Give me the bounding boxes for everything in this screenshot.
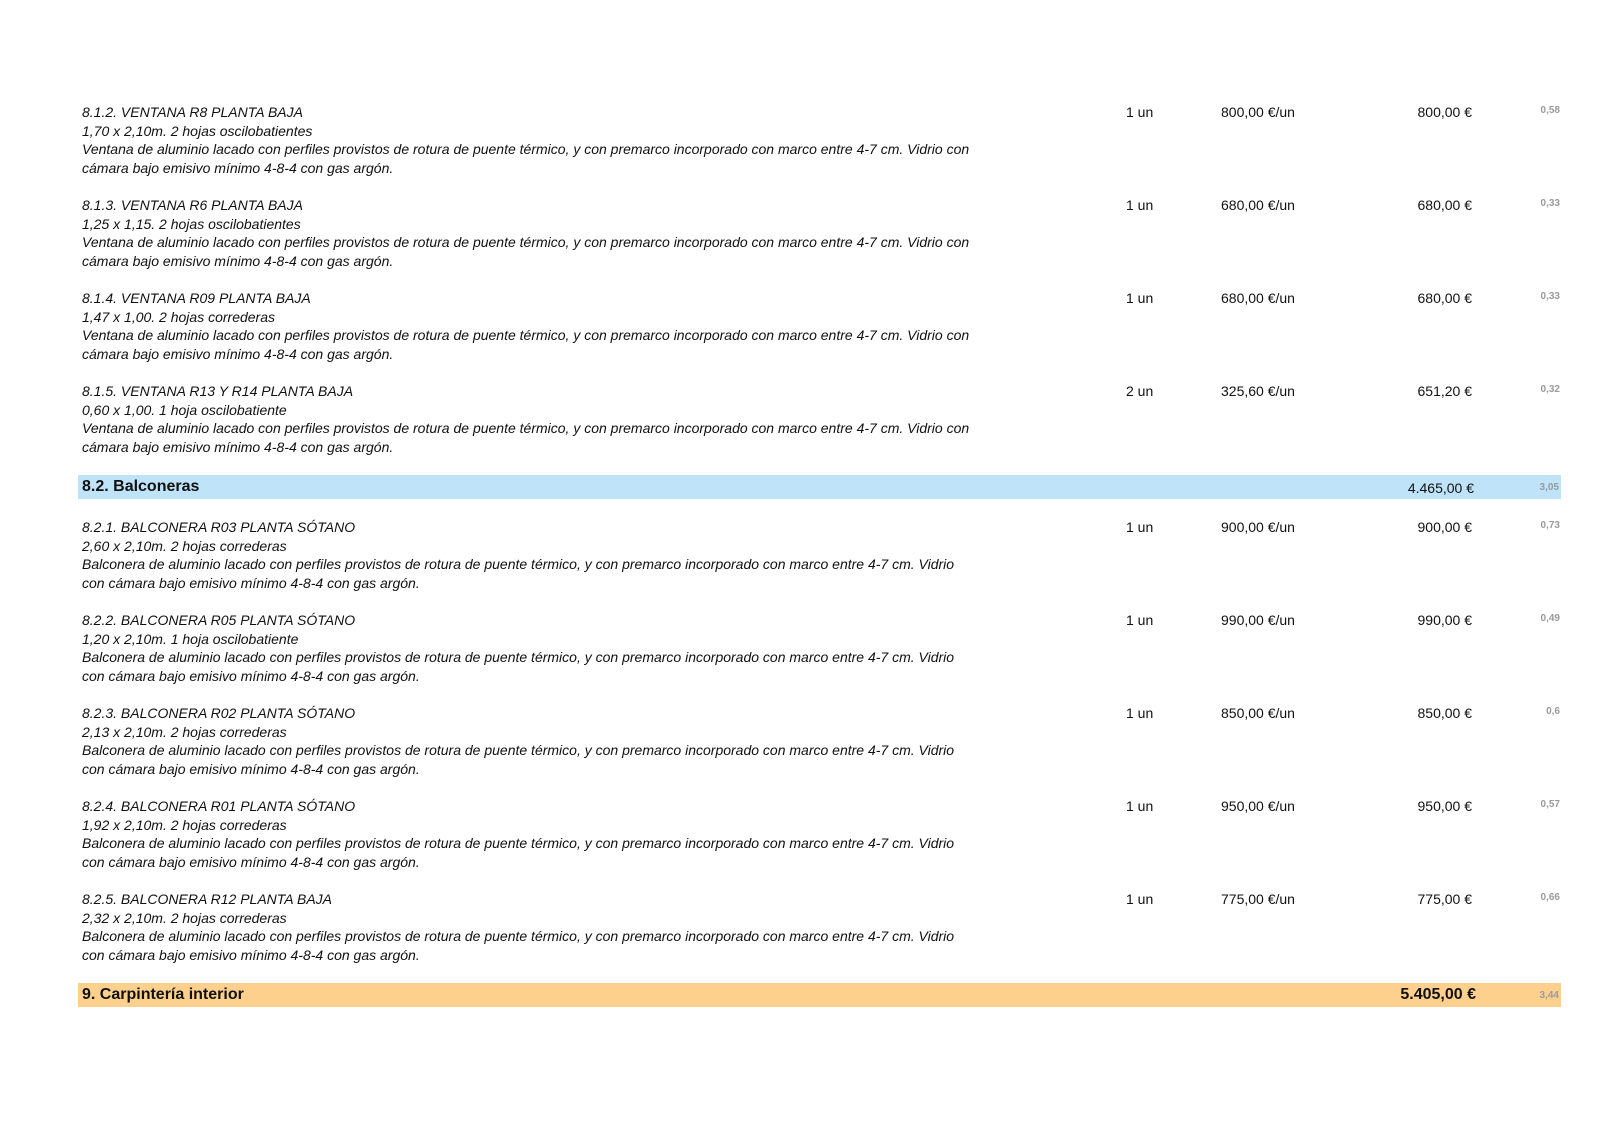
item-unit-price: 900,00 €/un [1221,519,1295,535]
item-code: 8.2.5. BALCONERA R12 PLANTA BAJA [82,891,333,907]
item-quantity: 1 un [1126,519,1154,535]
item-desc-line: cámara bajo emisivo mínimo 4-8-4 con gas argón. [82,345,394,362]
item-desc-line: Balconera de aluminio lacado con perfiles provistos de rotura de puente térmico, y con premarco incorporado con marco entre 4-7 cm. Vidrio [82,835,955,852]
item-unit-price: 990,00 €/un [1221,612,1295,628]
item-unit-price: 850,00 €/un [1221,705,1295,721]
item-total: 651,20 € [1417,383,1472,399]
item-total: 775,00 € [1417,891,1472,907]
chapter-title: 9. Carpintería interior [82,986,244,1003]
item-description [82,103,1042,177]
item-description [82,289,1042,363]
item-desc-line: con cámara bajo emisivo mínimo 4-8-4 con gas argón. [82,760,420,777]
item-desc-line: Balconera de aluminio lacado con perfiles provistos de rotura de puente térmico, y con premarco incorporado con marco entre 4-7 cm. Vidrio [82,649,955,666]
item-desc-line: con cámara bajo emisivo mínimo 4-8-4 con gas argón. [82,946,420,963]
item-quantity: 1 un [1126,612,1154,628]
item-size: 2,60 x 2,10m. 2 hojas correderas [82,537,287,554]
item-description [82,382,1042,456]
item-total: 800,00 € [1417,104,1472,120]
section-title: 8.2. Balconeras [82,478,200,495]
item-quantity: 2 un [1126,383,1154,399]
item-percentage: 0,66 [1540,892,1560,903]
item-percentage: 0,33 [1540,291,1560,302]
chapter-percentage: 3,44 [1539,990,1559,1001]
item-quantity: 1 un [1126,104,1154,120]
item-unit-price: 325,60 €/un [1221,383,1295,399]
item-unit-price: 950,00 €/un [1221,798,1295,814]
item-desc-line: Ventana de aluminio lacado con perfiles provistos de rotura de puente térmico, y con premarco incorporado con marco entre 4-7 cm. Vidrio con [82,141,970,158]
item-description [82,518,1042,592]
item-code: 8.1.2. VENTANA R8 PLANTA BAJA [82,104,303,120]
item-total: 680,00 € [1417,197,1472,213]
item-code: 8.2.2. BALCONERA R05 PLANTA SÓTANO [82,612,356,628]
item-code: 8.1.3. VENTANA R6 PLANTA BAJA [82,197,303,213]
item-unit-price: 775,00 €/un [1221,891,1295,907]
item-total: 850,00 € [1417,705,1472,721]
item-total: 990,00 € [1417,612,1472,628]
item-description [82,611,1042,685]
item-unit-price: 680,00 €/un [1221,290,1295,306]
item-desc-line: con cámara bajo emisivo mínimo 4-8-4 con gas argón. [82,574,420,591]
item-desc-line: Balconera de aluminio lacado con perfiles provistos de rotura de puente térmico, y con premarco incorporado con marco entre 4-7 cm. Vidrio [82,742,955,759]
item-size: 2,13 x 2,10m. 2 hojas correderas [82,723,287,740]
item-desc-line: Balconera de aluminio lacado con perfiles provistos de rotura de puente térmico, y con premarco incorporado con marco entre 4-7 cm. Vidrio [82,928,955,945]
item-unit-price: 800,00 €/un [1221,104,1295,120]
item-quantity: 1 un [1126,798,1154,814]
item-percentage: 0,6 [1546,706,1560,717]
item-percentage: 0,32 [1540,384,1560,395]
item-desc-line: cámara bajo emisivo mínimo 4-8-4 con gas argón. [82,438,394,455]
item-code: 8.1.5. VENTANA R13 Y R14 PLANTA BAJA [82,383,354,399]
item-quantity: 1 un [1126,705,1154,721]
item-size: 1,92 x 2,10m. 2 hojas correderas [82,816,287,833]
item-code: 8.2.1. BALCONERA R03 PLANTA SÓTANO [82,519,356,535]
item-desc-line: cámara bajo emisivo mínimo 4-8-4 con gas argón. [82,252,394,269]
item-quantity: 1 un [1126,891,1154,907]
item-percentage: 0,33 [1540,198,1560,209]
item-percentage: 0,58 [1540,105,1560,116]
item-quantity: 1 un [1126,290,1154,306]
item-unit-price: 680,00 €/un [1221,197,1295,213]
item-size: 1,47 x 1,00. 2 hojas correderas [82,308,276,325]
chapter-total: 5.405,00 € [1400,986,1476,1003]
item-size: 1,20 x 2,10m. 1 hoja oscilobatiente [82,630,299,647]
section-percentage: 3,05 [1539,482,1559,493]
chapter-header-carpinteria-interior [78,983,1561,1007]
item-description [82,196,1042,270]
item-percentage: 0,73 [1540,520,1560,531]
item-description [82,890,1042,964]
item-total: 680,00 € [1417,290,1472,306]
item-code: 8.2.3. BALCONERA R02 PLANTA SÓTANO [82,705,356,721]
item-size: 2,32 x 2,10m. 2 hojas correderas [82,909,287,926]
section-header-balconeras [78,475,1561,499]
item-desc-line: con cámara bajo emisivo mínimo 4-8-4 con gas argón. [82,667,420,684]
item-size: 1,25 x 1,15. 2 hojas oscilobatientes [82,215,301,232]
item-code: 8.2.4. BALCONERA R01 PLANTA SÓTANO [82,798,356,814]
item-total: 950,00 € [1417,798,1472,814]
item-desc-line: Ventana de aluminio lacado con perfiles provistos de rotura de puente térmico, y con premarco incorporado con marco entre 4-7 cm. Vidrio con [82,327,970,344]
item-code: 8.1.4. VENTANA R09 PLANTA BAJA [82,290,311,306]
item-description [82,797,1042,871]
item-desc-line: con cámara bajo emisivo mínimo 4-8-4 con gas argón. [82,853,420,870]
item-desc-line: cámara bajo emisivo mínimo 4-8-4 con gas argón. [82,159,394,176]
item-desc-line: Ventana de aluminio lacado con perfiles provistos de rotura de puente térmico, y con premarco incorporado con marco entre 4-7 cm. Vidrio con [82,234,970,251]
section-total: 4.465,00 € [1407,480,1474,496]
item-percentage: 0,57 [1540,799,1560,810]
item-desc-line: Ventana de aluminio lacado con perfiles provistos de rotura de puente térmico, y con premarco incorporado con marco entre 4-7 cm. Vidrio con [82,420,970,437]
item-quantity: 1 un [1126,197,1154,213]
item-size: 1,70 x 2,10m. 2 hojas oscilobatientes [82,122,313,139]
item-total: 900,00 € [1417,519,1472,535]
item-percentage: 0,49 [1540,613,1560,624]
item-size: 0,60 x 1,00. 1 hoja oscilobatiente [82,401,287,418]
item-desc-line: Balconera de aluminio lacado con perfiles provistos de rotura de puente térmico, y con premarco incorporado con marco entre 4-7 cm. Vidrio [82,556,955,573]
item-description [82,704,1042,778]
